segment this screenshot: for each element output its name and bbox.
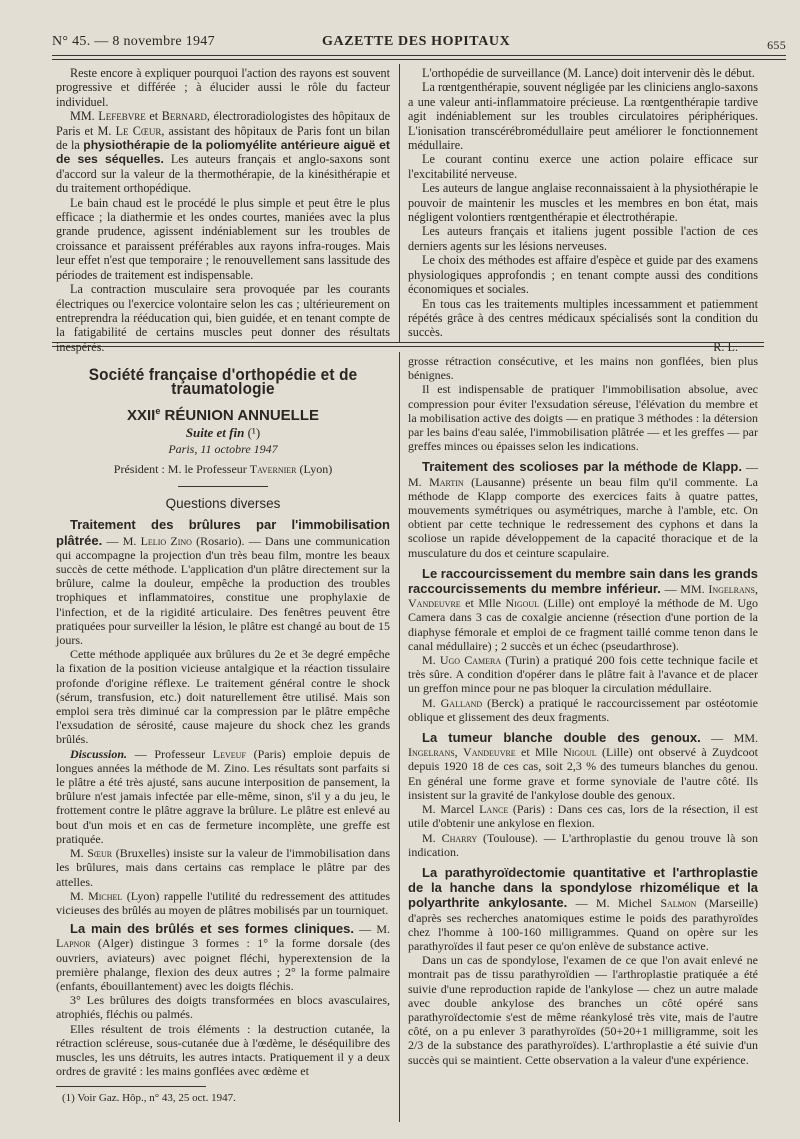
footnote-rule	[56, 1086, 206, 1087]
paragraph: 3° Les brûlures des doigts transformées en blocs avasculaires, atrophiés, fléchis ou palmés.	[56, 993, 390, 1022]
paragraph: Il est indispensable de pratiquer l'immobilisation absolue, avec compression pour éviter l'exsudation séreuse, l'élévation du membre et la mobilisation active des doigts — en pratique 3 méthodes : la détersion par les bains d'eau salée, l'immobilisation plâtrée — et les greffes — par greffes minces ou épaisses selon les indications.	[408, 382, 758, 454]
running-header	[52, 30, 786, 58]
paragraph: M. Michel (Lyon) rappelle l'utilité du redressement des attitudes vicieuses des brûlés au moyen de plâtres mobilisés par un tourniquet.	[56, 888, 390, 917]
paragraph: La rœntgenthérapie, souvent négligée par les cliniciens anglo-saxons a une valeur anti-inflammatoire précieuse. La rœntgenthérapie tardive agit indéniablement sur les troubles circulatoires périphériques. L'ionisation transcérébromédullaire peut améliorer le fonctionnement médullaire.	[408, 80, 758, 153]
top-left-column	[56, 66, 390, 354]
divider	[178, 486, 268, 487]
paragraph: Reste encore à expliquer pourquoi l'action des rayons est souvent progressive et différée ; à élucider aussi le rôle du facteur individuel.	[56, 66, 390, 109]
column-divider	[399, 64, 400, 342]
paragraph: M. Marcel Lance (Paris) : Dans ces cas, lors de la résection, il est utile d'obtenir une ankylose en flexion.	[408, 802, 758, 831]
section-title: Société française d'orthopédie et de traumatologie	[88, 365, 358, 399]
bottom-left-column	[56, 350, 390, 1106]
journal-title: GAZETTE DES HOPITAUX	[322, 34, 511, 49]
paragraph: Le raccourcissement du membre sain dans les grands raccourcissements du membre inférieur. — MM. Ingelrans, Vandeuvre et Mlle Nigoul (Lille) ont employé la méthode de M. Ugo Camera dans 3 cas de coxalgie ancienne (résection d'une portion de la diaphyse fémorale et emploi de ce fragment taillé comme tenon dans le canal médullaire) ; 2 succès et un échec (pseudarthrose).	[408, 565, 759, 653]
suite-label: Suite et fin (¹)	[185, 424, 261, 440]
header-rule	[52, 55, 786, 60]
paragraph: La main des brûlés et ses formes cliniques. — M. Lapnor (Alger) distingue 3 formes : 1° la forme dorsale (des ouvriers, aviateurs) avec poignet fléchi, hyperextension de la première phalange, flexion des deux autres ; 2° la forme palmaire (enfants, ébouillantement) avec les doigts fléchis.	[56, 921, 390, 993]
section-rule	[52, 342, 764, 347]
paragraph: La tumeur blanche double des genoux. — MM. Ingelrans, Vandeuvre et Mlle Nigoul (Lille) ont observé à Zuydcoot depuis 1920 18 de ces cas, soit 2,3 % des tumeurs blanches du genou. En général une forme grave et forme synoviale de l'autre côté. Ils insistent sur la gravité de l'ankylose double des genoux.	[408, 730, 759, 802]
signature: R. L.	[713, 339, 738, 354]
paragraph: Le courant continu exerce une action polaire efficace sur l'excitabilité nerveuse.	[408, 152, 758, 181]
paragraph: Discussion. — Professeur Leveuf (Paris) emploie depuis de longues années la méthode de M. Zino. Les résultats sont parfaits si le plâtre a été très ajusté, sans aucune interposition de pansement, la brûlure n'est jamais infectée par elle-même, sinon, s'il y a du jeu, le frottement contre le plâtre aggrave la brûlure. Le plâtre est enlevé au bout d'un mois et en cas de fermeture incomplète, une greffe est pratiquée.	[56, 746, 391, 846]
paragraph: M. Sœur (Bruxelles) insiste sur la valeur de l'immobilisation dans les brûlures, mais dans certains cas remplace le plâtre par des attelles.	[56, 846, 391, 889]
paragraph: Les auteurs de langue anglaise reconnaissaient à la physiothérapie le pouvoir de maintenir les muscles et les membres en bon état, mais négligent volontiers rœntgenthérapie et électrothérapie.	[408, 181, 758, 225]
paragraph: Le choix des méthodes est affaire d'espèce et guide par des examens physiologiques approfondis ; en tenant compte aussi des conditions économiques et sociales.	[408, 253, 758, 297]
paragraph: Dans un cas de spondylose, l'examen de ce que l'on avait enlevé ne montrait pas de tissu parathyroïdien — l'arthroplastie pratiquée a été suivie d'une reproduction rapide de l'ankylose — chez un autre malade avec double ankylose des branches un côté opéré sans parathyroïdectomie s'est de même réankylosé très vite, mais de l'autre côté, on a pu enlever 3 parathyroïdes (50+20+1 milligramme, soit les 2/3 de la substance des parathyroïdes). L'arthroplastie a été suivie d'un succès qui se maintient. Cette observation a la valeur d'une expérience.	[408, 953, 758, 1067]
meeting-date: Paris, 11 octobre 1947	[168, 441, 278, 456]
meeting-title: XXIIe RÉUNION ANNUELLE	[127, 406, 319, 425]
paragraph: M. Charry (Toulouse). — L'arthroplastie du genou trouve là son indication.	[408, 830, 758, 859]
paragraph: M. Galland (Berck) a pratiqué le raccourcissement par ostéotomie oblique et glissement des deux fragments.	[408, 695, 759, 724]
paragraph: La parathyroïdectomie quantitative et l'arthroplastie de la hanche dans la spondylose rhizomélique et la polyarthrite ankylosante. — M. Michel Salmon (Marseille) d'après ses recherches anatomiques estime le poids des parathyroïdes chez l'homme à 100-160 milligrammes. Quand on opère sur les parathyroïdes il faut peser ce qu'on enlève de substance active.	[408, 864, 758, 953]
paragraph: Le bain chaud est le procédé le plus simple et peut être le plus efficace ; la diathermie et les ondes courtes, maniées avec la plus grande prudence, agissent indéniablement sur les troubles de croissance et paraissent préférables aux rayons infra-rouges. Mais leur effet n'est que temporaire ; le renouvellement sans lassitude des périodes de traitement est indispensable.	[56, 195, 390, 282]
bottom-right-column	[408, 354, 758, 1067]
paragraph: Cette méthode appliquée aux brûlures du 2e et 3e degré empêche la fixation de la position vicieuse antalgique et la réaction tissulaire profonde d'origine réflexe. Le traitement général contre le shock (sérum, transfusion, etc.) doit naturellement être utilisé. Mais son emploi sera très diminué car la compression par le plâtre empêche l'exsudation de sérosité, cause majeure du shock chez les grands brûlés.	[56, 647, 390, 747]
paragraph: Les auteurs français et italiens jugent possible l'action de ces derniers agents sur les lésions nerveuses.	[408, 224, 758, 253]
paragraph: En tous cas les traitements multiples incessamment et patiemment répétés grâce à des centres médicaux spécialisés sont la condition du succès.	[408, 296, 758, 340]
paragraph: Traitement des scolioses par la méthode de Klapp. — M. Martin (Lausanne) présente un beau film qu'il commente. La méthode de Klapp comporte des exercices faits à quatre pattes, mouvements symétriques ou asymétriques, marche à l'amble, etc. On obtient par cette technique le redressement des cyphons et dans la scoliose un rapide développement de la capacité thoracique et de la musculature du dos et ceinture scapulaire.	[408, 459, 759, 560]
paragraph: La contraction musculaire sera provoquée par les courants électriques ou l'exercice volontaire selon les cas ; ultérieurement on entreprendra la rééducation qui, bien guidée, et en tenant compte de la fatigabilité de certains muscles peut donner des résultats inespérés.	[56, 282, 390, 354]
paragraph: L'orthopédie de surveillance (M. Lance) doit intervenir dès le début.	[422, 66, 755, 80]
paragraph: Traitement des brûlures par l'immobilisation plâtrée. — M. Lelio Zino (Rosario). — Dans une communication qui accompagne la projection d'un très beau film, montre les beaux succès de cette méthode. L'application d'un plâtre directement sur la brûlure, calme la douleur, empêche la production des troubles trophiques et inflammatoires, constitue une prophylaxie de l'infection, et de la rigidité articulaire. Des fenêtres peuvent être pratiquées pour surveiller la lésion, le plâtre est changé au bout de 15 jours.	[56, 517, 391, 648]
paragraph: grosse rétraction consécutive, et les mains non gonflées, bien plus bénignes.	[408, 354, 758, 383]
president: Président : M. le Professeur Tavernier (Lyon)	[113, 462, 333, 477]
paragraph: MM. Lefebvre et Bernard, électroradiologistes des hôpitaux de Paris et M. Le Cœur, assistant des hôpitaux de Paris font un bilan de la physiothérapie de la poliomyélite antérieure aiguë et de ses séquelles. Les auteurs français et anglo-saxons sont d'accord sur la valeur de la thermothérapie, de la kinésithérapie et du traitement orthopédique.	[56, 109, 391, 196]
page-number: 655	[767, 38, 786, 52]
top-right-column	[408, 66, 758, 354]
subsection-title: Questions diverses	[165, 496, 281, 512]
paragraph: Elles résultent de trois éléments : la destruction cutanée, la rétraction scléreuse, sous-cutanée due à l'œdème, le déséquilibre des muscles, les uns détruits, les autres intacts. Pratiquement il y a deux ordres de gravité : les mains gonflées avec œdème et	[56, 1021, 390, 1079]
column-divider	[399, 352, 400, 1122]
paragraph: M. Ugo Camera (Turin) a pratiqué 200 fois cette technique facile et très sûre. A condition d'opérer dans le plâtre fait à l'avance et de placer un greffon mince pour ne pas bloquer la circulation médullaire.	[408, 653, 758, 696]
issue-number: N° 45. — 8 novembre 1947	[52, 34, 215, 49]
footnote: (1) Voir Gaz. Hôp., n° 43, 25 oct. 1947.	[62, 1092, 236, 1105]
